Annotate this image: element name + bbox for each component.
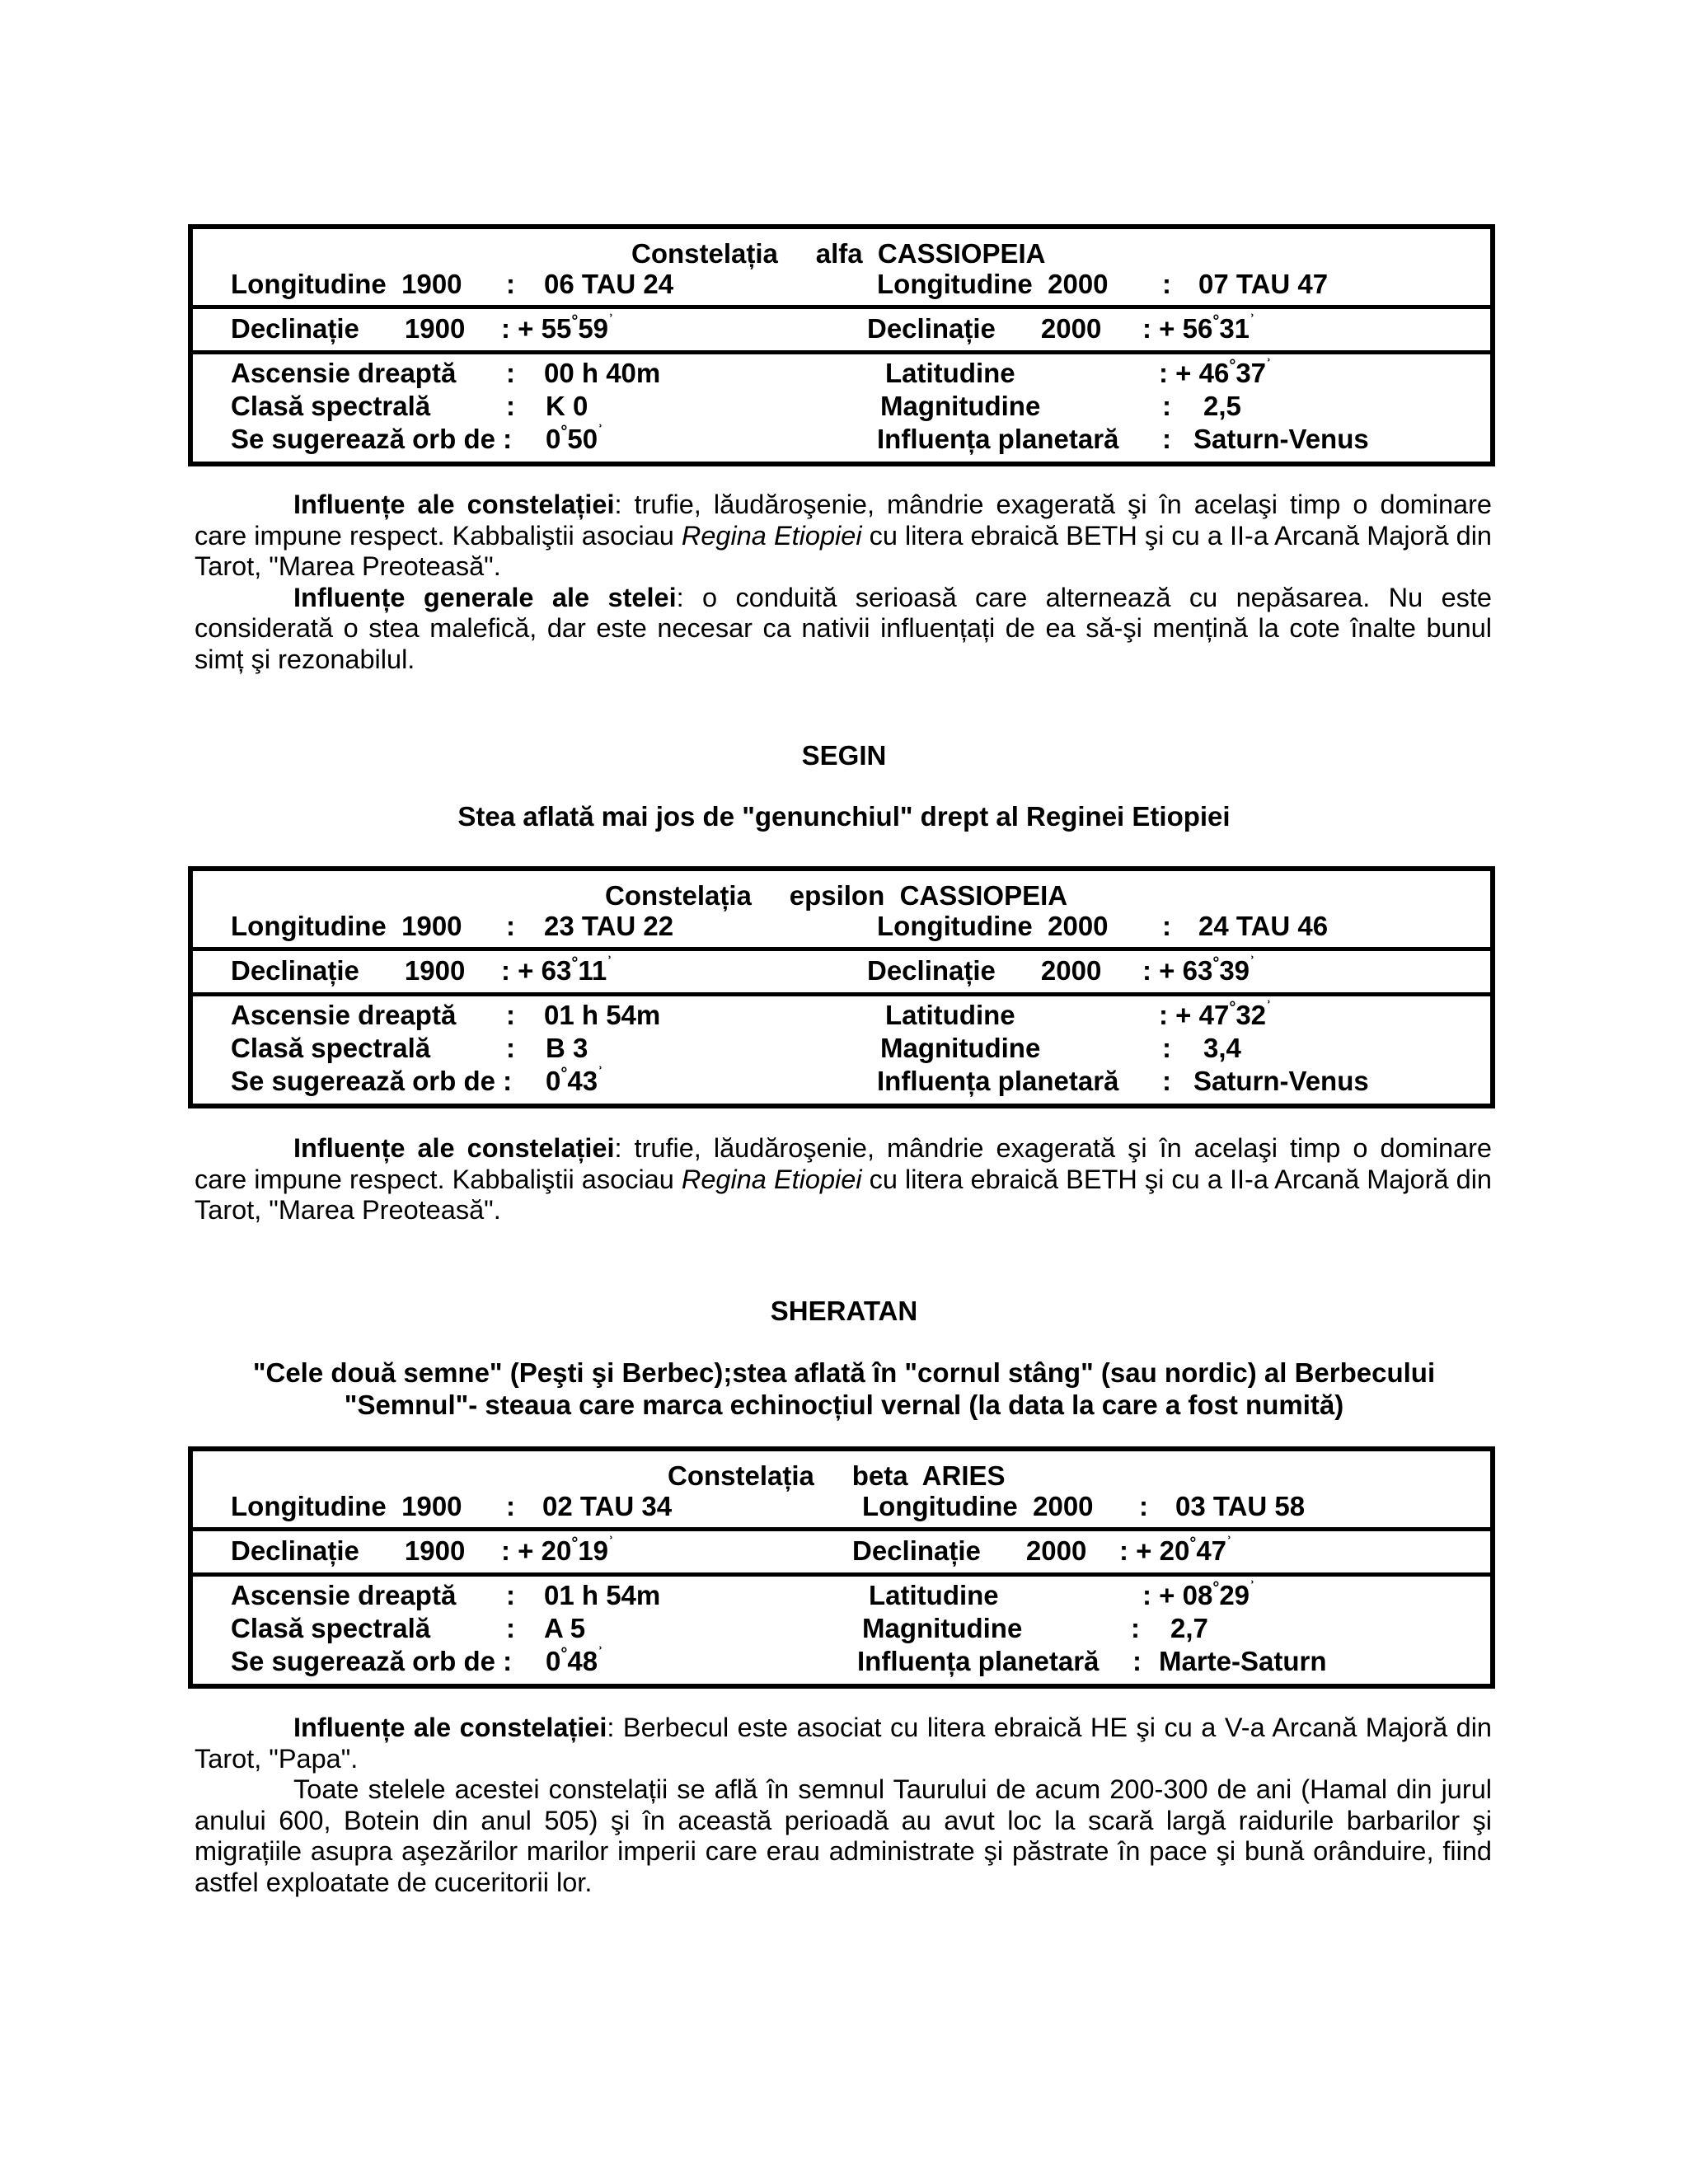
- section-subtitle: "Semnul"- steaua care marca echinocțiul vernal (la data la care a fost numită): [344, 1390, 1344, 1420]
- longitude-2000-label: Longitudine 2000: [862, 1491, 1094, 1521]
- orb-value: $0^\circ 43^ʾ$: [546, 1065, 603, 1096]
- constellation-label: Constelația alfa CASSIOPEIA: [631, 238, 1046, 269]
- colon: :: [1132, 1646, 1142, 1676]
- orb-label: Se sugerează orb de :: [231, 1066, 513, 1096]
- orb-value: $0^\circ 50^ʾ$: [546, 423, 603, 454]
- longitude-1900-value: 06 TAU 24: [544, 269, 674, 299]
- longitude-1900-value: 02 TAU 34: [542, 1491, 673, 1521]
- spectral-class-value: A 5: [544, 1613, 586, 1643]
- magnitude-label: Magnitudine: [880, 391, 1041, 421]
- spectral-class-value: K 0: [546, 391, 588, 421]
- longitude-1900-label: Longitudine 1900: [231, 269, 462, 299]
- latitude-label: Latitudine: [869, 1580, 999, 1610]
- colon: :: [506, 358, 515, 388]
- star-table: [188, 224, 1495, 466]
- latitude-value: : + $08^\circ 29^ʾ$: [1142, 1579, 1255, 1610]
- longitude-2000-value: 24 TAU 46: [1198, 911, 1329, 941]
- details-section: [193, 1572, 1490, 1684]
- declination-1900-label: Declinație 1900: [231, 1535, 466, 1566]
- longitude-1900-value: 23 TAU 22: [544, 911, 674, 941]
- colon: :: [1139, 1491, 1148, 1521]
- right-ascension-value: 00 h 40m: [544, 358, 661, 388]
- declination-1900-value: : + $63^\circ 11^ʾ$: [501, 954, 612, 986]
- longitude-2000-label: Longitudine 2000: [877, 911, 1109, 941]
- planetary-influence-value: Saturn-Venus: [1193, 1066, 1369, 1096]
- orb-label: Se sugerează orb de :: [231, 1646, 513, 1676]
- declination-2000-value: : + $20^\circ 47^ʾ$: [1119, 1535, 1232, 1566]
- right-ascension-label: Ascensie dreaptă: [231, 1000, 457, 1030]
- right-ascension-label: Ascensie dreaptă: [231, 1580, 457, 1610]
- declination-1900-value: : + $20^\circ 19^ʾ$: [501, 1535, 614, 1566]
- section-subtitle: Stea aflată mai jos de "genunchiul" drept al Reginei Etiopiei: [457, 801, 1231, 832]
- right-ascension-label: Ascensie dreaptă: [231, 358, 457, 388]
- latitude-value: : + $46^\circ 37^ʾ$: [1159, 357, 1272, 388]
- influence-paragraph: Influențe ale constelației: Berbecul este asociat cu litera ebraică HE şi cu a V-a Arcană Majoră din Tarot, "Papa". Toate stelele acestei constelații se află în semnul Taurului de acum 200-300 de ani (Hamal din jurul anului 600, Botein din anul 505) şi în această perioadă au avut loc la scară largă raidurile barbarilor şi migrațiile asupra aşezărilor marilor imperii care erau administrate şi păstrate în pace şi bună orânduire, fiind astfel exploatate de cuceritorii lor.: [195, 1713, 1493, 1897]
- orb-value: $0^\circ 48^ʾ$: [546, 1645, 603, 1676]
- colon: :: [506, 269, 515, 299]
- colon: :: [506, 391, 515, 421]
- declination-2000-value: : + $56^\circ 31^ʾ$: [1142, 312, 1255, 344]
- magnitude-value: 2,5: [1203, 391, 1241, 421]
- magnitude-label: Magnitudine: [880, 1033, 1041, 1063]
- declination-section: [193, 305, 1490, 350]
- latitude-label: Latitudine: [885, 1000, 1015, 1030]
- table-header-section: [193, 229, 1490, 305]
- right-ascension-value: 01 h 54m: [544, 1580, 661, 1610]
- planetary-influence-value: Saturn-Venus: [1193, 424, 1369, 454]
- declination-1900-value: : + $55^\circ 59^ʾ$: [501, 312, 614, 344]
- colon: :: [1162, 424, 1171, 454]
- magnitude-value: 2,7: [1170, 1613, 1208, 1643]
- colon: :: [506, 911, 515, 941]
- spectral-class-label: Clasă spectrală: [231, 1033, 431, 1063]
- star-table: [188, 866, 1495, 1108]
- colon: :: [1162, 1066, 1171, 1096]
- colon: :: [506, 1580, 515, 1610]
- declination-section: [193, 1527, 1490, 1572]
- colon: :: [506, 1033, 515, 1063]
- spectral-class-value: B 3: [546, 1033, 588, 1063]
- colon: :: [1162, 391, 1171, 421]
- section-title: SHERATAN: [770, 1296, 918, 1326]
- details-section: [193, 992, 1490, 1104]
- colon: :: [1162, 269, 1171, 299]
- influence-paragraph: Influențe ale constelației: trufie, lăudăroşenie, mândrie exagerată şi în acelaşi timp o dominare care impune respect. Kabbaliştii asociau Regina Etiopiei cu litera ebraică BETH şi cu a II-a Arcană Majoră din Tarot, "Marea Preoteasă". Influențe generale ale stelei: o conduită serioasă care alternează cu nepăsarea. Nu este considerată o stea malefică, dar este necesar ca nativii influențați de ea să-şi mențină la cote înalte bunul simț şi rezonabilul.: [195, 490, 1493, 674]
- colon: :: [1131, 1613, 1140, 1643]
- table-header-section: [193, 871, 1490, 947]
- declination-1900-label: Declinație 1900: [231, 955, 466, 986]
- colon: :: [506, 1613, 515, 1643]
- colon: :: [1162, 911, 1171, 941]
- longitude-1900-label: Longitudine 1900: [231, 911, 462, 941]
- magnitude-value: 3,4: [1203, 1033, 1241, 1063]
- longitude-2000-value: 07 TAU 47: [1198, 269, 1329, 299]
- spectral-class-label: Clasă spectrală: [231, 1613, 431, 1643]
- planetary-influence-label: Influența planetară: [877, 1066, 1119, 1096]
- section-subtitle: "Cele două semne" (Peşti şi Berbec);stea aflată în "cornul stâng" (sau nordic) al Berbecului: [252, 1357, 1436, 1388]
- spectral-class-label: Clasă spectrală: [231, 391, 431, 421]
- planetary-influence-label: Influența planetară: [857, 1646, 1100, 1676]
- latitude-label: Latitudine: [885, 358, 1015, 388]
- declination-2000-label: Declinație 2000: [867, 313, 1102, 344]
- planetary-influence-value: Marte-Saturn: [1159, 1646, 1327, 1676]
- influence-paragraph: Influențe ale constelației: trufie, lăudăroşenie, mândrie exagerată şi în acelaşi timp o dominare care impune respect. Kabbaliştii asociau Regina Etiopiei cu litera ebraică BETH şi cu a II-a Arcană Majoră din Tarot, "Marea Preoteasă".: [195, 1133, 1492, 1225]
- colon: :: [1162, 1033, 1171, 1063]
- orb-label: Se sugerează orb de :: [231, 424, 513, 454]
- longitude-1900-label: Longitudine 1900: [231, 1491, 462, 1521]
- declination-2000-label: Declinație 2000: [852, 1535, 1087, 1566]
- declination-2000-label: Declinație 2000: [867, 955, 1102, 986]
- colon: :: [506, 1491, 515, 1521]
- longitude-2000-label: Longitudine 2000: [877, 269, 1109, 299]
- table-header-section: [193, 1451, 1490, 1527]
- colon: :: [506, 1000, 515, 1030]
- details-section: [193, 350, 1490, 462]
- right-ascension-value: 01 h 54m: [544, 1000, 661, 1030]
- planetary-influence-label: Influența planetară: [877, 424, 1119, 454]
- section-title: SEGIN: [801, 740, 887, 771]
- longitude-2000-value: 03 TAU 58: [1175, 1491, 1306, 1521]
- declination-2000-value: : + $63^\circ 39^ʾ$: [1142, 954, 1255, 986]
- magnitude-label: Magnitudine: [862, 1613, 1023, 1643]
- declination-section: [193, 947, 1490, 992]
- star-table: [188, 1446, 1495, 1689]
- constellation-label: Constelația beta ARIES: [668, 1460, 1006, 1491]
- declination-1900-label: Declinație 1900: [231, 313, 466, 344]
- latitude-value: : + $47^\circ 32^ʾ$: [1159, 999, 1272, 1030]
- constellation-label: Constelația epsilon CASSIOPEIA: [605, 880, 1068, 911]
